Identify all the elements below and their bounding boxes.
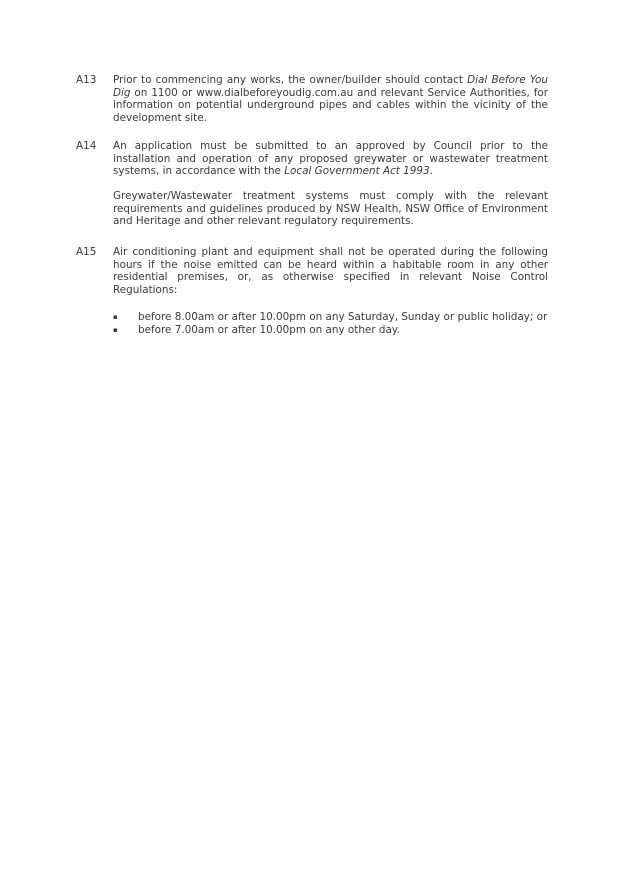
clause-body (113, 74, 548, 124)
italic-reference: Dial Before You Dig (113, 74, 548, 99)
clause-paragraph (113, 74, 548, 124)
clause-body (113, 246, 548, 336)
clause-a14 (76, 140, 548, 228)
clause-a13 (76, 74, 548, 124)
list-item (113, 324, 548, 337)
clause-paragraph: Greywater/Wastewater treatment systems must comply with the relevant requirements and guidelines produced by NSW Health, NSW Office of Environment and Heritage and other relevant regulatory requirements. (113, 190, 548, 227)
clause-a15 (76, 246, 548, 336)
paragraph-text: An application must be submitted to an approved by Council prior to the installation and operation of any proposed greywater or wastewater treatment systems, in accordance with the (113, 140, 548, 177)
clause-paragraph (113, 140, 548, 178)
paragraph-text: Prior to commencing any works, the owner/builder should contact (113, 74, 468, 86)
clause-number: A15 (76, 246, 97, 258)
bullet-list (113, 311, 548, 336)
list-item-text: before 8.00am or after 10.00pm on any Saturday, Sunday or public holiday; or (138, 311, 548, 323)
clause-paragraph: Air conditioning plant and equipment shall not be operated during the following hours if the noise emitted can be heard within a habitable room in any other residential premises, or, as otherwise specified in relevant Noise Control Regulations: (113, 246, 548, 296)
paragraph-text: . (429, 165, 433, 177)
clause-body (113, 140, 548, 228)
italic-reference: Local Government Act 1993 (284, 165, 430, 177)
list-item-text: before 7.00am or after 10.00pm on any other day. (138, 323, 400, 336)
clause-number: A13 (76, 74, 97, 86)
paragraph-text: on 1100 or www.dialbeforeyoudig.com.au and relevant Service Authorities, for information on potential underground pipes and cables within the vicinity of the development site. (113, 86, 548, 124)
bullet-icon: ▪ (113, 325, 118, 334)
list-item (113, 311, 548, 324)
bullet-icon: ▪ (113, 313, 118, 321)
clause-number: A14 (76, 140, 97, 152)
